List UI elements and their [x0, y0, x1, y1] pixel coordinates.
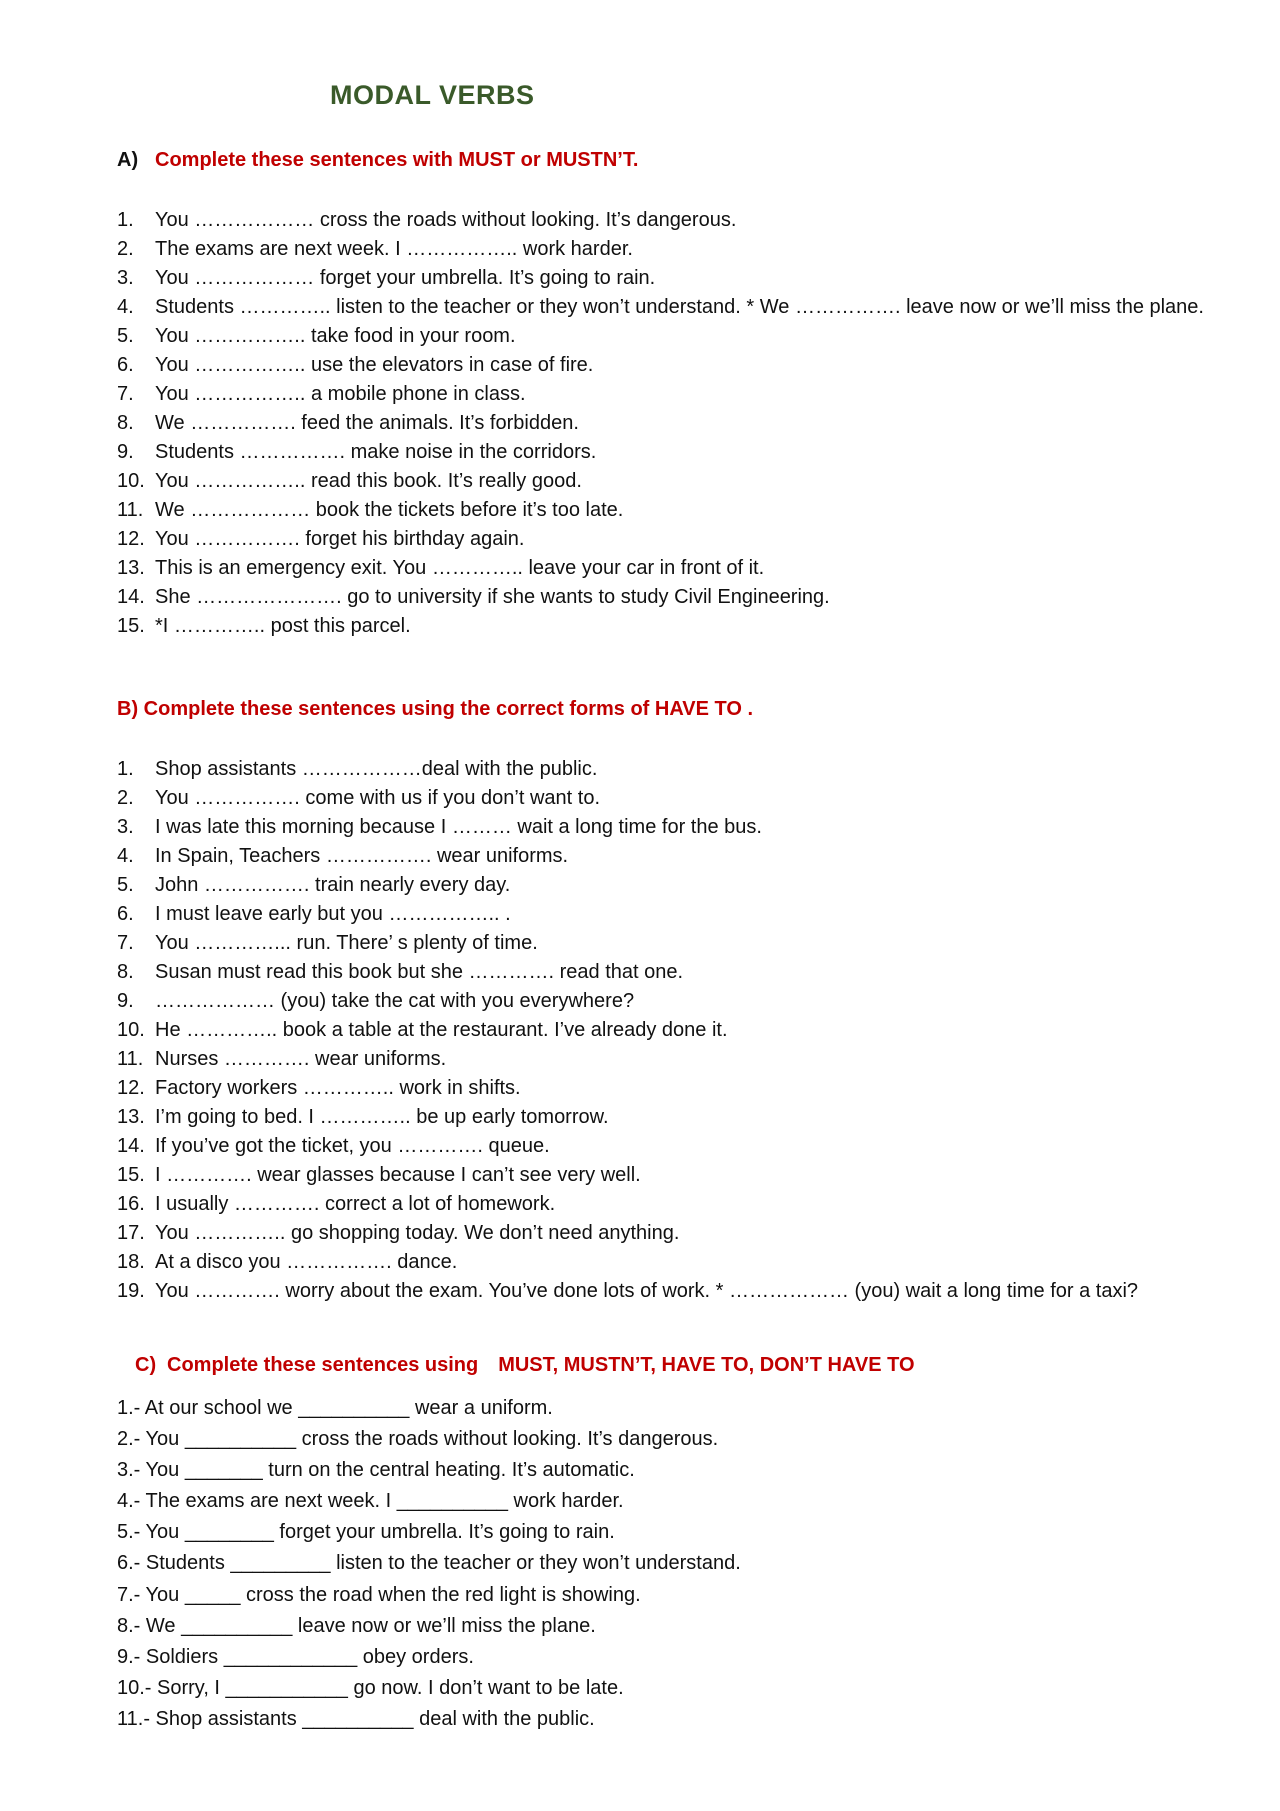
list-item — [117, 322, 1207, 351]
item-text: The exams are next week. I …………….. work harder. — [155, 238, 633, 260]
item-text: We ……………… book the tickets before it’s too late. — [155, 499, 624, 521]
item-number: 16. — [117, 1193, 145, 1215]
list-item — [117, 1074, 1207, 1103]
list-item — [117, 1161, 1207, 1190]
item-number: 2. — [117, 238, 134, 260]
list-item — [117, 842, 1207, 871]
list-item — [117, 1132, 1207, 1161]
item-text: Shop assistants ………………deal with the public. — [155, 758, 598, 780]
item-text: You …………….. read this book. It’s really good. — [155, 470, 582, 492]
item-text: We ……………. feed the animals. It’s forbidden. — [155, 412, 579, 434]
item-number: 11. — [117, 499, 144, 521]
section-b-list — [117, 755, 1207, 1306]
list-item — [117, 1219, 1207, 1248]
item-text: *I ………….. post this parcel. — [155, 615, 411, 637]
item-number: 14. — [117, 1135, 145, 1157]
list-item: 7.- You _____ cross the road when the red light is showing. — [117, 1583, 641, 1606]
item-text: I must leave early but you …………….. . — [155, 903, 511, 925]
item-number: 5. — [117, 874, 134, 896]
section-a-heading — [117, 149, 638, 172]
item-number: 15. — [117, 615, 145, 637]
list-item — [117, 1045, 1207, 1074]
list-item: 10.- Sorry, I ___________ go now. I don’t want to be late. — [117, 1676, 624, 1699]
item-text: I usually …………. correct a lot of homework. — [155, 1193, 556, 1215]
item-text: Susan must read this book but she …………. read that one. — [155, 961, 684, 983]
list-item: 6.- Students _________ listen to the teacher or they won’t understand. — [117, 1552, 741, 1575]
item-number: 17. — [117, 1222, 145, 1244]
page-title: MODAL VERBS — [330, 80, 535, 110]
item-text: If you’ve got the ticket, you …………. queue. — [155, 1135, 550, 1157]
item-text: Students ………….. listen to the teacher or they won’t understand. * We ……………. leave now or we’ll miss the plane. — [155, 296, 1204, 318]
list-item: 2.- You __________ cross the roads without looking. It’s dangerous. — [117, 1428, 719, 1451]
item-text: Students ……………. make noise in the corridors. — [155, 441, 597, 463]
item-text: You …………. worry about the exam. You’ve done lots of work. * ……………… (you) wait a long time for a taxi? — [155, 1280, 1139, 1302]
list-item — [117, 525, 1207, 554]
item-text: John ……………. train nearly every day. — [155, 874, 511, 896]
item-number: 10. — [117, 470, 145, 492]
list-item — [117, 380, 1207, 409]
section-c-terms: MUST, MUSTN’T, HAVE TO, DON’T HAVE TO — [498, 1354, 915, 1376]
list-item — [117, 264, 1207, 293]
list-item — [117, 496, 1207, 525]
list-item — [117, 958, 1207, 987]
section-b-heading: B) Complete these sentences using the correct forms of HAVE TO . — [117, 698, 754, 720]
list-item — [117, 813, 1207, 842]
list-item: 3.- You _______ turn on the central heating. It’s automatic. — [117, 1459, 635, 1482]
item-text: ……………… (you) take the cat with you everywhere? — [155, 990, 635, 1012]
list-item — [117, 612, 1207, 641]
list-item — [117, 467, 1207, 496]
section-c-letter: C) — [135, 1354, 157, 1376]
item-text: Factory workers ………….. work in shifts. — [155, 1077, 521, 1099]
item-number: 1. — [117, 758, 134, 780]
list-item — [117, 1277, 1207, 1306]
item-text: You ……………… forget your umbrella. It’s going to rain. — [155, 267, 656, 289]
item-text: I …………. wear glasses because I can’t see very well. — [155, 1164, 641, 1186]
section-a-instruction: Complete these sentences with MUST or MUSTN’T. — [155, 149, 639, 171]
item-text: You …………….. use the elevators in case of fire. — [155, 354, 594, 376]
item-number: 1. — [117, 209, 134, 231]
item-number: 13. — [117, 1106, 145, 1128]
item-number: 19. — [117, 1280, 145, 1302]
item-text: You ……………… cross the roads without looking. It’s dangerous. — [155, 209, 737, 231]
list-item — [117, 438, 1207, 467]
item-number: 15. — [117, 1164, 145, 1186]
list-item — [117, 583, 1207, 612]
list-item — [117, 987, 1207, 1016]
section-a-letter: A) — [117, 149, 139, 171]
item-number: 4. — [117, 296, 134, 318]
item-text: She …………………. go to university if she wants to study Civil Engineering. — [155, 586, 830, 608]
list-item: 8.- We __________ leave now or we’ll miss the plane. — [117, 1614, 596, 1637]
item-text: This is an emergency exit. You ………….. leave your car in front of it. — [155, 557, 765, 579]
list-item — [117, 293, 1207, 322]
item-text: You …………... run. There’ s plenty of time. — [155, 932, 538, 954]
list-item: 4.- The exams are next week. I __________ work harder. — [117, 1490, 624, 1513]
list-item — [117, 554, 1207, 583]
item-number: 14. — [117, 586, 145, 608]
item-text: He ………….. book a table at the restaurant. I’ve already done it. — [155, 1019, 728, 1041]
item-number: 12. — [117, 528, 145, 550]
item-number: 4. — [117, 845, 134, 867]
list-item: 9.- Soldiers ____________ obey orders. — [117, 1645, 474, 1668]
list-item: 5.- You ________ forget your umbrella. It’s going to rain. — [117, 1521, 615, 1544]
item-number: 6. — [117, 354, 134, 376]
section-c-instruction: Complete these sentences using — [167, 1354, 479, 1376]
item-text: In Spain, Teachers ……………. wear uniforms. — [155, 845, 569, 867]
item-number: 13. — [117, 557, 145, 579]
list-item: 1.- At our school we __________ wear a uniform. — [117, 1397, 553, 1419]
list-item — [117, 1248, 1207, 1277]
item-number: 8. — [117, 961, 134, 983]
item-text: You ……………. come with us if you don’t want to. — [155, 787, 601, 809]
item-text: At a disco you ……………. dance. — [155, 1251, 458, 1273]
item-number: 9. — [117, 990, 134, 1012]
item-number: 6. — [117, 903, 134, 925]
item-text: I’m going to bed. I ………….. be up early tomorrow. — [155, 1106, 609, 1128]
list-item — [117, 929, 1207, 958]
section-a-list — [117, 206, 1207, 641]
item-number: 5. — [117, 325, 134, 347]
list-item: 11.- Shop assistants __________ deal with the public. — [117, 1707, 595, 1730]
item-text: You …………….. take food in your room. — [155, 325, 516, 347]
list-item — [117, 409, 1207, 438]
list-item — [117, 871, 1207, 900]
item-number: 3. — [117, 267, 134, 289]
item-number: 12. — [117, 1077, 145, 1099]
list-item — [117, 900, 1207, 929]
list-item — [117, 351, 1207, 380]
item-text: You …………….. a mobile phone in class. — [155, 383, 526, 405]
list-item — [117, 755, 1207, 784]
list-item — [117, 235, 1207, 264]
item-text: You ………….. go shopping today. We don’t need anything. — [155, 1222, 680, 1244]
item-text: You ……………. forget his birthday again. — [155, 528, 525, 550]
item-number: 18. — [117, 1251, 145, 1273]
item-text: I was late this morning because I ……… wait a long time for the bus. — [155, 816, 762, 838]
item-number: 7. — [117, 383, 134, 405]
list-item — [117, 784, 1207, 813]
section-c-list — [117, 1393, 1117, 1735]
item-number: 11. — [117, 1048, 144, 1070]
section-c-heading — [135, 1354, 915, 1377]
list-item — [117, 1103, 1207, 1132]
item-number: 8. — [117, 412, 134, 434]
item-number: 9. — [117, 441, 134, 463]
item-number: 10. — [117, 1019, 145, 1041]
list-item — [117, 206, 1207, 235]
item-text: Nurses …………. wear uniforms. — [155, 1048, 447, 1070]
list-item — [117, 1190, 1207, 1219]
item-number: 3. — [117, 816, 134, 838]
item-number: 7. — [117, 932, 134, 954]
list-item — [117, 1016, 1207, 1045]
item-number: 2. — [117, 787, 134, 809]
